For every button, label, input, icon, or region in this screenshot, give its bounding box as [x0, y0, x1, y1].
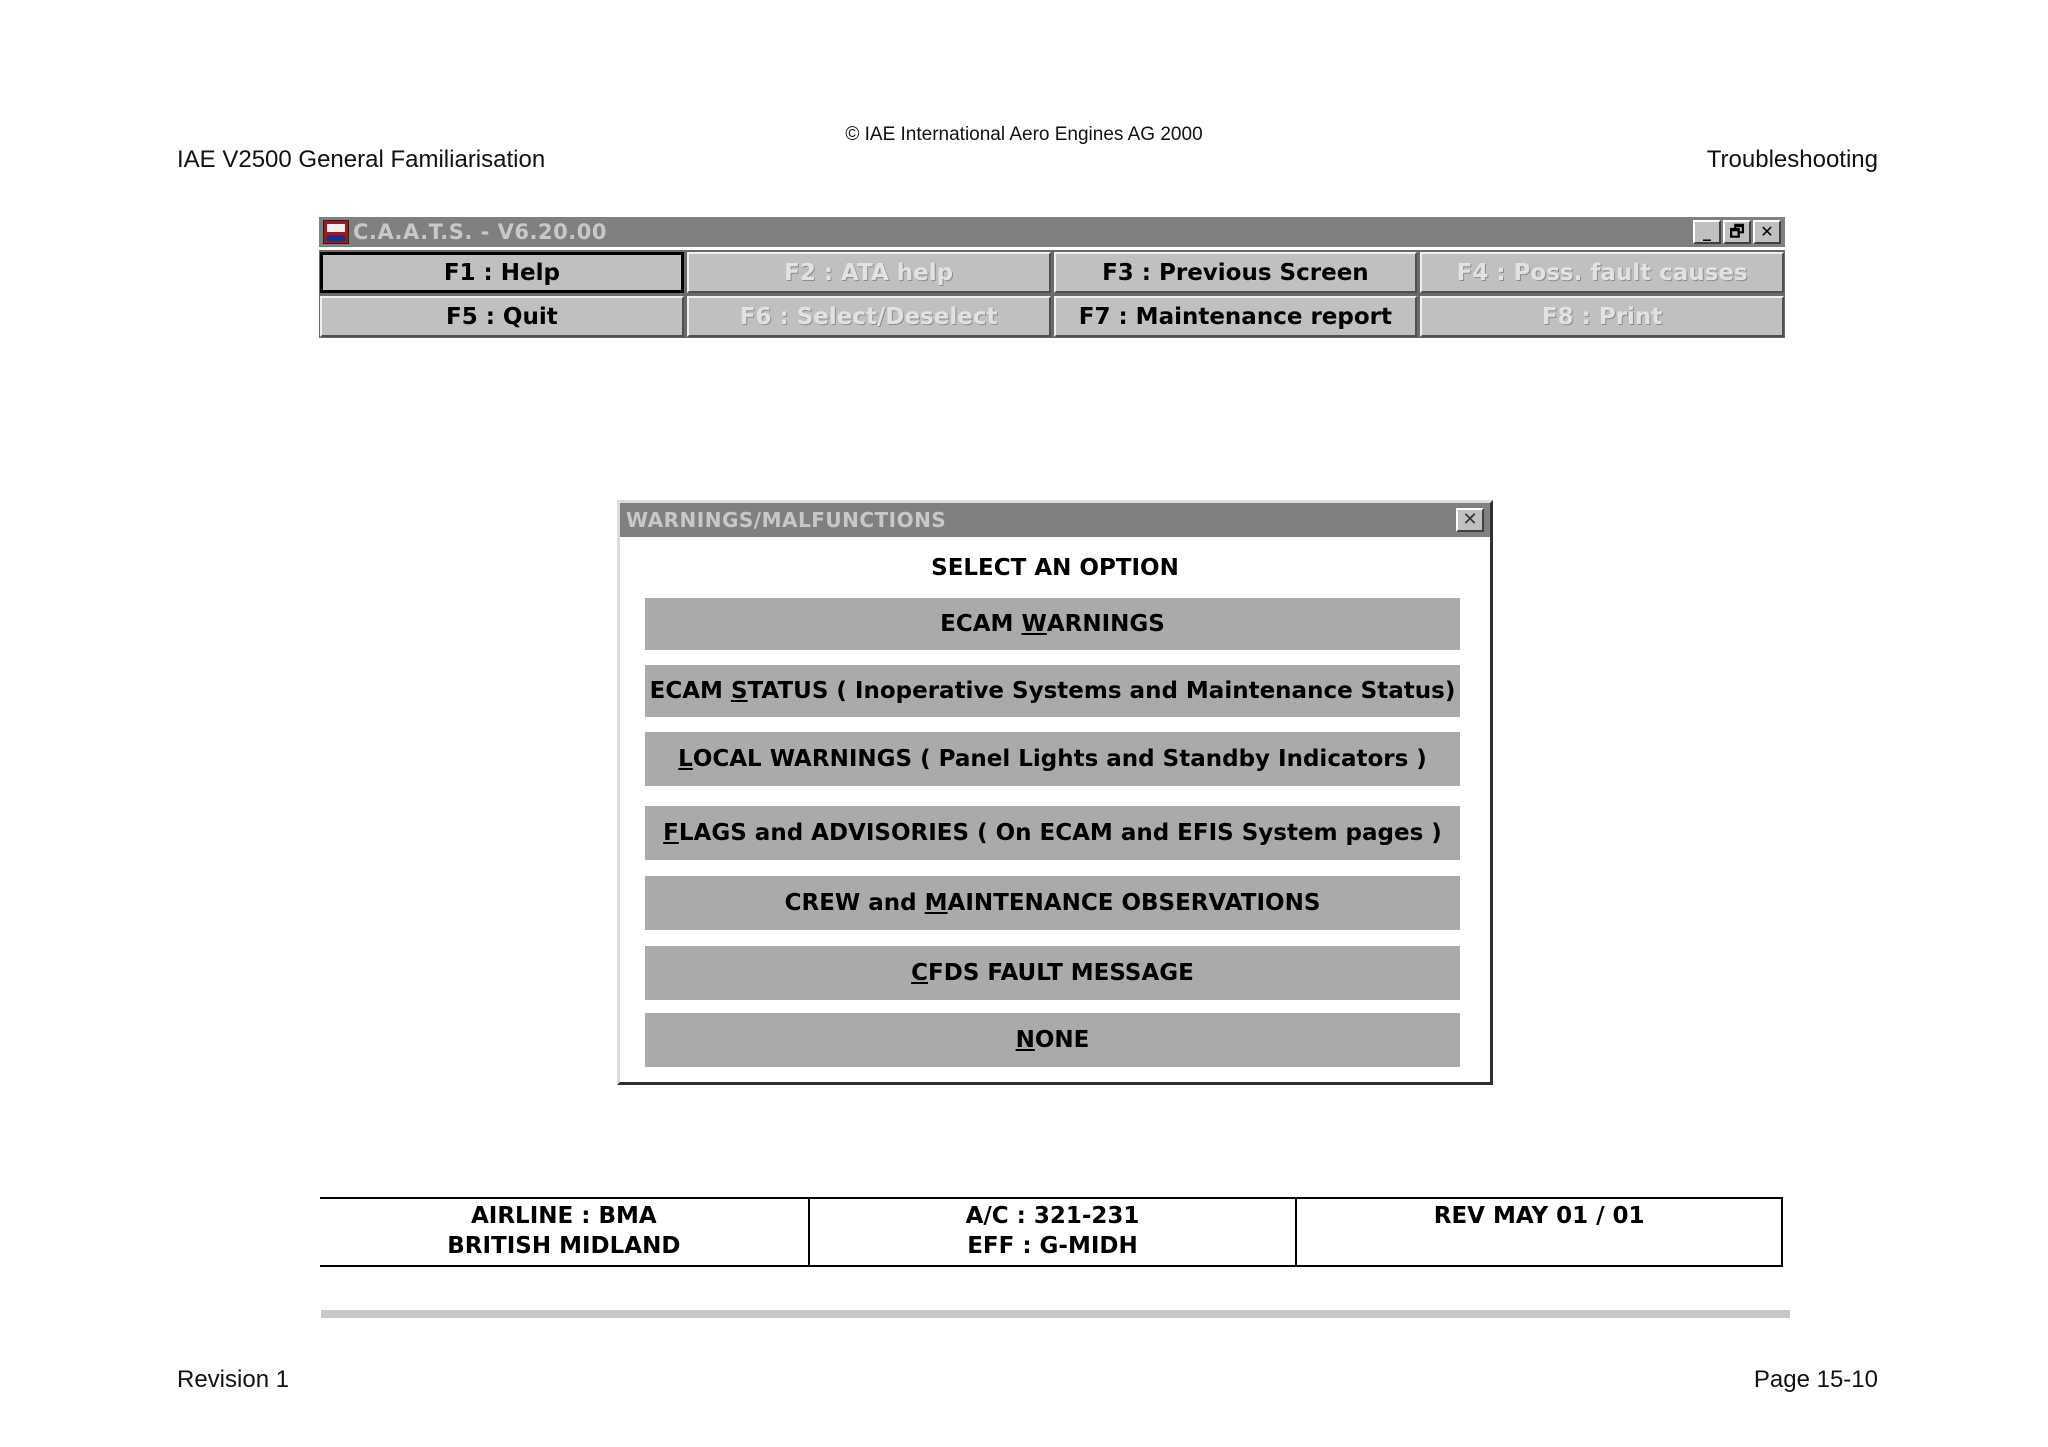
- copyright-notice: © IAE International Aero Engines AG 2000: [845, 124, 1203, 145]
- option-hotkey: F: [663, 820, 679, 846]
- option-label: ECAM: [649, 678, 731, 704]
- revision-date: REV MAY 01 / 01: [1433, 1203, 1645, 1229]
- main-window-titlebar[interactable]: [319, 217, 1785, 247]
- option-label: AINTENANCE OBSERVATIONS: [947, 890, 1321, 916]
- local-warnings-button[interactable]: [645, 732, 1460, 786]
- page-number: Page 15-10: [1753, 1366, 1878, 1393]
- option-hotkey: C: [911, 960, 929, 986]
- ecam-warnings-button[interactable]: [645, 598, 1460, 650]
- option-hotkey: N: [1015, 1027, 1035, 1053]
- app-icon[interactable]: [323, 220, 349, 244]
- warnings-malfunctions-dialog: [617, 500, 1493, 1085]
- airline-code: AIRLINE : BMA: [470, 1203, 657, 1229]
- option-label: TATUS ( Inoperative Systems and Maintenance Status): [747, 678, 1456, 704]
- dialog-prompt: SELECT AN OPTION: [931, 555, 1179, 581]
- option-label: ARNINGS: [1046, 611, 1165, 637]
- option-hotkey: L: [678, 746, 693, 772]
- option-label: LAGS and ADVISORIES ( On ECAM and EFIS System pages ): [678, 820, 1442, 846]
- option-hotkey: M: [924, 890, 948, 916]
- option-label: CREW and: [784, 890, 925, 916]
- window-bottom-bar: [321, 1310, 1790, 1318]
- aircraft-cell: [808, 1199, 1296, 1265]
- aircraft-type: A/C : 321-231: [965, 1203, 1140, 1229]
- flags-and-advisories-button[interactable]: [645, 806, 1460, 860]
- crew-maintenance-observations-button[interactable]: [645, 876, 1460, 930]
- airline-name: BRITISH MIDLAND: [447, 1233, 681, 1259]
- close-icon[interactable]: ✕: [1456, 508, 1484, 532]
- dialog-titlebar[interactable]: [620, 503, 1490, 537]
- option-label: FDS FAULT MESSAGE: [928, 960, 1194, 986]
- none-button[interactable]: [645, 1013, 1460, 1067]
- revision-label: Revision 1: [177, 1366, 290, 1393]
- restore-icon[interactable]: 🗗: [1723, 220, 1751, 244]
- option-hotkey: S: [730, 678, 748, 704]
- f8-print-button[interactable]: F8 : Print: [1420, 296, 1784, 337]
- minimize-icon[interactable]: _: [1693, 220, 1721, 244]
- option-label: ECAM: [940, 611, 1022, 637]
- revision-cell: [1295, 1199, 1783, 1265]
- cfds-fault-message-button[interactable]: [645, 946, 1460, 1000]
- f3-previous-screen-button[interactable]: F3 : Previous Screen: [1054, 252, 1418, 293]
- airline-cell: [320, 1199, 808, 1265]
- dialog-title: WARNINGS/MALFUNCTIONS: [626, 508, 947, 532]
- window-title: C.A.A.T.S. - V6.20.00: [353, 220, 607, 244]
- f4-possible-fault-causes-button[interactable]: F4 : Poss. fault causes: [1420, 252, 1784, 293]
- aircraft-effectivity: EFF : G-MIDH: [967, 1233, 1138, 1259]
- document-section: Troubleshooting: [1706, 146, 1878, 173]
- f5-quit-button[interactable]: F5 : Quit: [320, 296, 684, 337]
- close-icon[interactable]: ✕: [1753, 220, 1781, 244]
- option-label: ONE: [1034, 1027, 1090, 1053]
- option-label: OCAL WARNINGS ( Panel Lights and Standby Indicators ): [692, 746, 1427, 772]
- option-hotkey: W: [1021, 611, 1047, 637]
- f1-help-button[interactable]: F1 : Help: [320, 252, 684, 293]
- f2-ata-help-button[interactable]: F2 : ATA help: [687, 252, 1051, 293]
- f6-select-deselect-button[interactable]: F6 : Select/Deselect: [687, 296, 1051, 337]
- function-key-bar: [319, 250, 1785, 338]
- f7-maintenance-report-button[interactable]: F7 : Maintenance report: [1054, 296, 1418, 337]
- document-title: IAE V2500 General Familiarisation: [177, 146, 546, 173]
- status-bar: [320, 1197, 1783, 1267]
- ecam-status-button[interactable]: [645, 665, 1460, 717]
